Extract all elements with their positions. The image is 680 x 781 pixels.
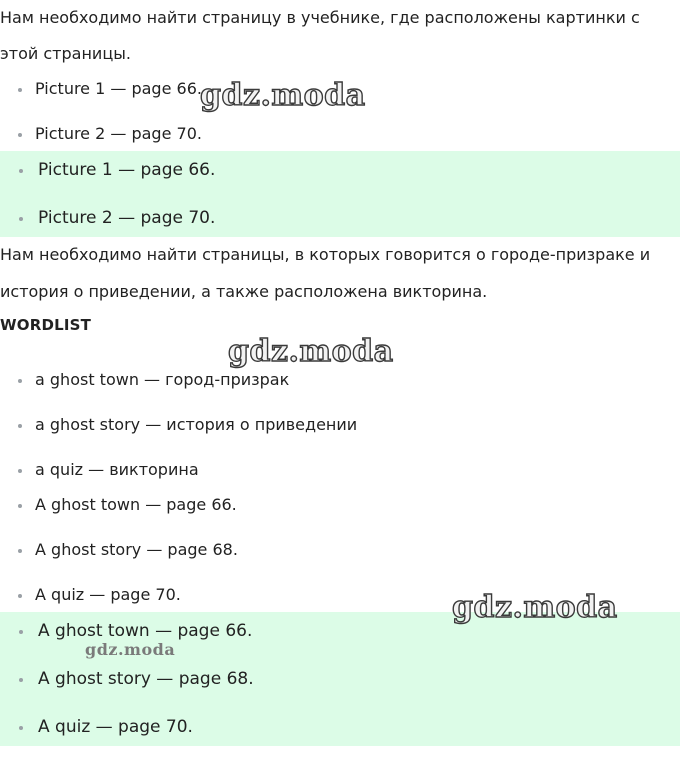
- intro-line-1: Нам необходимо найти страницу в учебнике, где расположены картинки с: [0, 8, 640, 27]
- list-item: A ghost town — page 66.: [35, 495, 237, 514]
- watermark-logo: gdz.moda: [228, 334, 394, 369]
- list-item: a ghost story — история о приведении: [35, 415, 358, 434]
- list-item: Picture 2 — page 70.: [38, 208, 216, 228]
- list-item: A quiz — page 70.: [38, 717, 193, 737]
- second-line-2: история о приведении, а также расположена викторина.: [0, 282, 488, 301]
- list-item: Picture 2 — page 70.: [35, 124, 202, 143]
- list-item: A quiz — page 70.: [35, 585, 181, 604]
- list-item: a quiz — викторина: [35, 460, 199, 479]
- answer-band-pages: [0, 612, 680, 746]
- list-item: Picture 1 — page 66.: [38, 160, 216, 180]
- watermark-logo: gdz.moda: [85, 640, 176, 659]
- wordlist-heading: WORDLIST: [0, 316, 92, 334]
- list-item: a ghost town — город-призрак: [35, 370, 290, 389]
- list-item: A ghost story — page 68.: [38, 669, 254, 689]
- list-item: A ghost town — page 66.: [38, 621, 253, 641]
- list-item: Picture 1 — page 66.: [35, 79, 202, 98]
- list-item: A ghost story — page 68.: [35, 540, 238, 559]
- watermark-logo: gdz.moda: [452, 590, 618, 625]
- intro-line-2: этой страницы.: [0, 44, 131, 63]
- answer-band-pictures: [0, 151, 680, 237]
- watermark-logo: gdz.moda: [200, 78, 366, 113]
- second-line-1: Нам необходимо найти страницы, в которых говорится о городе-призраке и: [0, 245, 651, 264]
